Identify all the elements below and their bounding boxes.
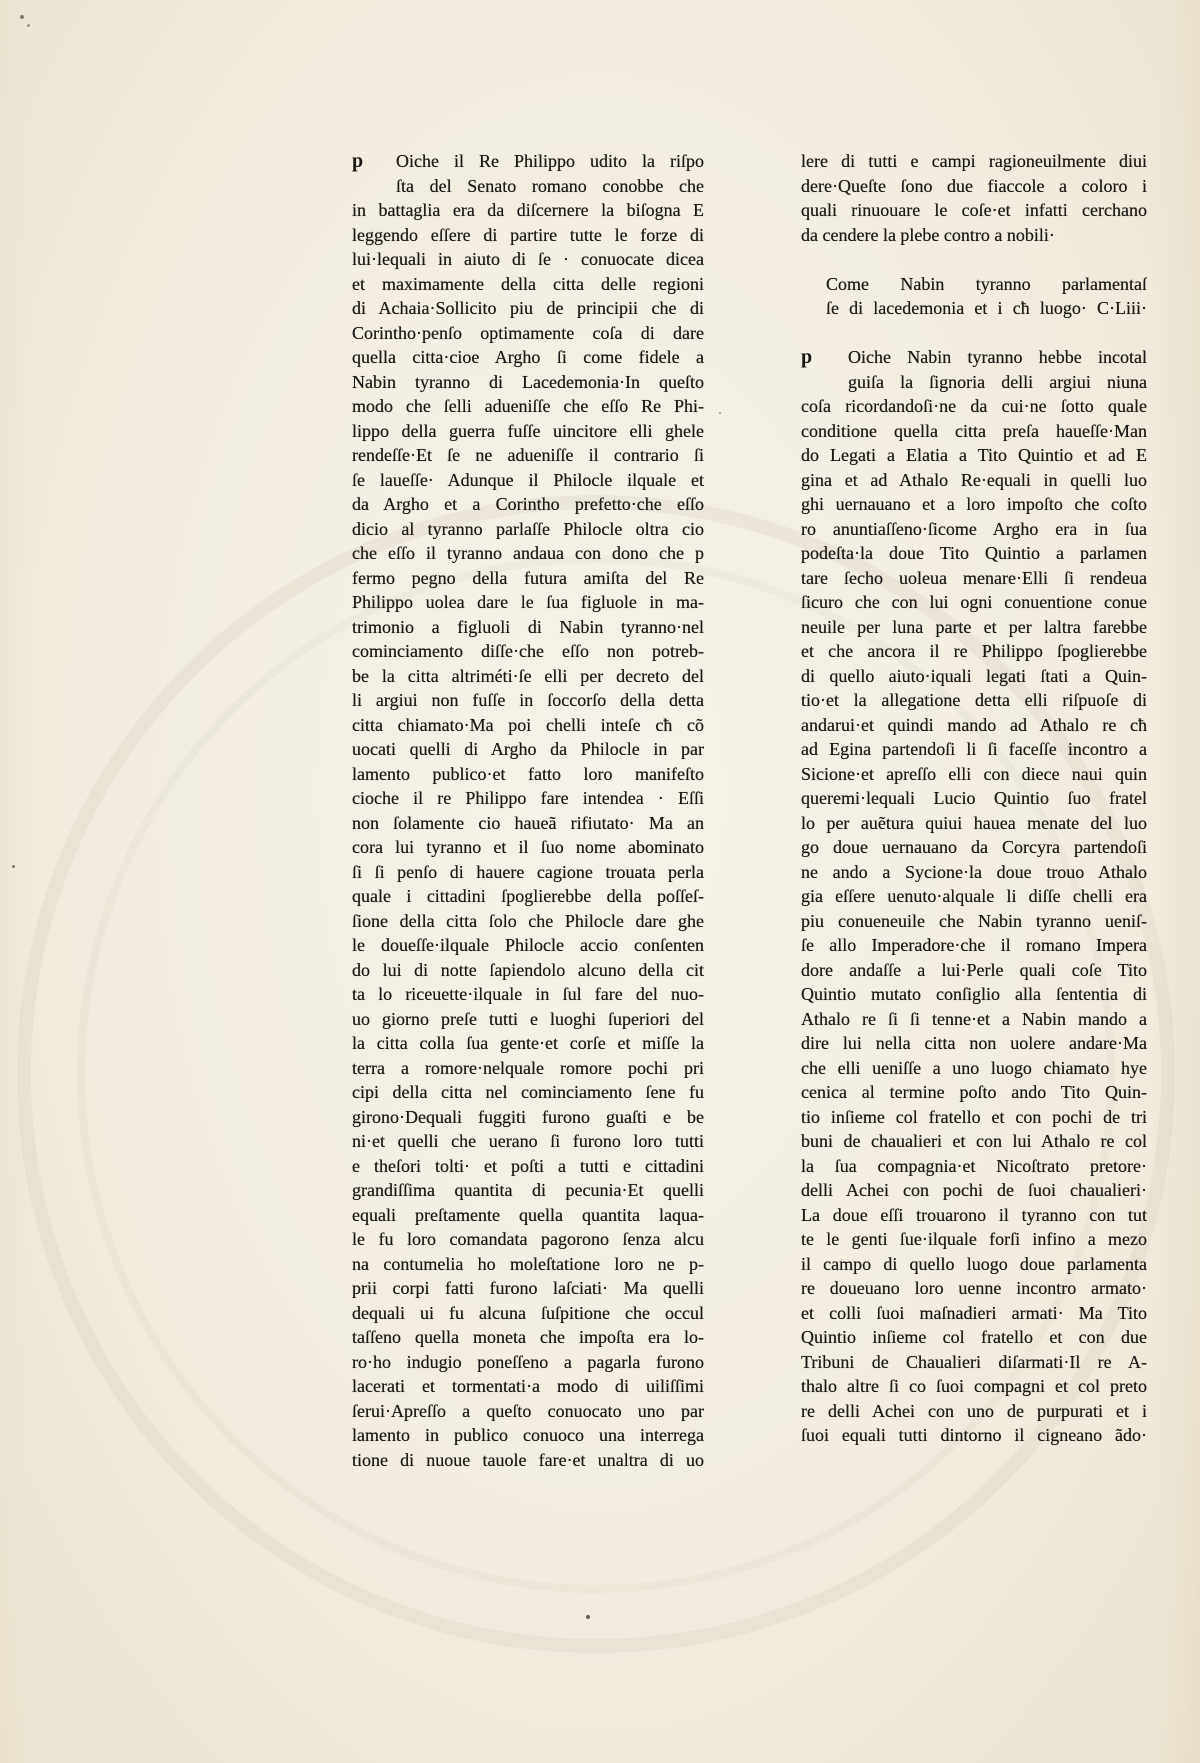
text-line: Oiche Nabin tyranno hebbe incotal: [848, 347, 1147, 367]
text-line: da cendere la plebe contro a nobili·: [801, 224, 1055, 245]
text-line: cominciamento diſſe·che eſſo non potreb-: [352, 641, 704, 661]
text-line: re doueuano loro uenne incontro armato·: [801, 1278, 1147, 1298]
text-line: il campo di quello luogo doue parlamenta: [801, 1253, 1147, 1274]
chapter-paragraph: [801, 345, 1147, 1448]
text-line: taſſeno quella moneta che impoſta era lo-: [352, 1327, 704, 1347]
text-line: do lui di notte ſapiendolo alcuno della cit: [352, 959, 704, 980]
text-line: girono·Dequali fuggiti furono guaſti e be: [352, 1106, 704, 1127]
text-line: ſerui·Apreſſo a queſto conuocato uno par: [352, 1400, 704, 1421]
text-line: guiſa la ſignoria delli argiui niuna: [848, 371, 1147, 392]
text-line: di Achaia·Sollicito piu de principii che di: [352, 298, 704, 318]
right-text-column: [801, 149, 1147, 1448]
text-line: in battaglia era da diſcernere la biſogna E: [352, 200, 704, 220]
text-line: La doue eſſi trouarono il tyranno con tut: [801, 1204, 1147, 1225]
text-line: lere di tutti e campi ragioneuilmente diui: [801, 151, 1147, 171]
text-line: Oiche il Re Philippo udito la riſpo: [396, 151, 704, 171]
text-line: prii corpi fatti furono laſciati· Ma quelli: [352, 1278, 704, 1298]
text-line: lui·lequali in aiuto di ſe · conuocate dicea: [352, 249, 704, 269]
text-line: lamento publico·et fatto loro manifeſto: [352, 763, 704, 784]
text-line: dire lui nella citta non uolere andare·Ma: [801, 1033, 1147, 1053]
text-line: lippo della guerra fuſſe uincitore elli ghele: [352, 420, 704, 441]
text-line: che elli ueniſſe a uno luogo chiamato hye: [801, 1057, 1147, 1078]
blank-line: [801, 247, 1147, 272]
text-line: te le genti ſue·ilquale forſi infino a mezo: [801, 1229, 1147, 1249]
text-line: Tribuni de Chaualieri diſarmati·Il re A-: [801, 1351, 1147, 1372]
text-line: dicio al tyranno parlaſſe Philocle oltra cio: [352, 518, 704, 539]
text-line: re delli Achei con uno de purpurati et i: [801, 1400, 1147, 1421]
text-line: ſuoi equali tutti dintorno il cigneano ãdo·: [801, 1425, 1147, 1445]
text-line: Sicione·et apreſſo elli con diece naui quin: [801, 763, 1147, 784]
text-line: quali rinuouare le coſe·et infatti cerchano: [801, 200, 1147, 220]
text-line: ghi uernauano et a loro impoſto che coſto: [801, 494, 1147, 514]
text-line: tio inſieme col fratello et con pochi de tri: [801, 1106, 1147, 1127]
text-line: ſe laueſſe· Adunque il Philocle ilquale et: [352, 469, 704, 490]
text-line: da Argho et a Corintho prefetto·che eſſo: [352, 494, 704, 514]
text-line: conditione quella citta preſa haueſſe·Man: [801, 420, 1147, 441]
text-line: terra a romore·nelquale romore pochi pri: [352, 1057, 704, 1078]
text-line: ſe di lacedemonia et i cħ luogo· C·Liii·: [826, 298, 1147, 318]
left-text-column: [352, 149, 704, 1472]
text-line: podeſta·la doue Tito Quintio a parlamen: [801, 543, 1147, 563]
text-line: leggendo eſſere di partire tutte le forze di: [352, 224, 704, 245]
text-line: citta chiamato·Ma poi chelli inteſe cħ cõ: [352, 714, 704, 735]
text-line: et che ancora il re Philippo ſpoglierebbe: [801, 641, 1147, 661]
text-line: Come Nabin tyranno parlamentaſ: [826, 273, 1147, 294]
text-line: na contumelia ho moleſtatione loro ne p-: [352, 1253, 704, 1274]
text-line: buni de chaualieri et con lui Athalo re col: [801, 1131, 1147, 1151]
text-line: et colli ſuoi maſnadieri armati· Ma Tito: [801, 1302, 1147, 1323]
text-line: Philippo uolea dare le ſua figluole in ma-: [352, 592, 704, 612]
text-line: dore andaſſe a lui·Perle quali coſe Tito: [801, 959, 1147, 980]
text-line: go doue uernauano da Corcyra partendoſi: [801, 837, 1147, 857]
text-line: di quello aiuto·iquali legati ſtati a Quin-: [801, 665, 1147, 686]
text-line: ad Egina partendoſi li ſi faceſſe incontro a: [801, 739, 1147, 759]
ink-speck: [586, 1615, 590, 1619]
text-line: coſa ricordandoſi·ne da cui·ne ſotto quale: [801, 396, 1147, 416]
text-line: thalo altre ſi co ſuoi compagni et col preto: [801, 1376, 1147, 1396]
left-paragraph: [352, 149, 704, 1472]
text-line: quella citta·cioe Argho ſi come fidele a: [352, 347, 704, 367]
text-line: li argiui non fuſſe in ſoccorſo della detta: [352, 690, 704, 710]
guide-letter: p: [352, 150, 364, 172]
text-line: andarui·et quindi mando ad Athalo re cħ: [801, 714, 1147, 735]
text-line: be la citta altriméti·ſe elli per decreto del: [352, 665, 704, 686]
text-line: cenica al termine poſto ando Tito Quin-: [801, 1082, 1147, 1102]
guide-letter: p: [801, 346, 813, 368]
text-line: la ſua compagnia·et Nicoſtrato pretore·: [801, 1155, 1147, 1176]
text-line: grandiſſima quantita di pecunia·Et quelli: [352, 1180, 704, 1200]
text-line: uocati quelli di Argho da Philocle in par: [352, 739, 704, 759]
text-line: Corintho·penſo optimamente coſa di dare: [352, 322, 704, 343]
text-line: non ſolamente cio haueã rifiutato· Ma an: [352, 812, 704, 833]
text-line: ſicuro che con lui ogni conuentione conue: [801, 592, 1147, 612]
text-line: Quintio mutato conſiglio alla ſententia di: [801, 984, 1147, 1004]
text-line: ſta del Senato romano conobbe che: [396, 175, 704, 196]
ink-speck: [12, 865, 15, 868]
text-line: ſione della citta ſolo che Philocle dare ghe: [352, 910, 704, 931]
ink-speck: [719, 412, 721, 414]
text-line: ro·ho indugio poneſſeno a pagarla furono: [352, 1351, 704, 1372]
text-line: ta lo riceuette·ilquale in ſul fare del nuo-: [352, 984, 704, 1004]
text-line: cipi della citta nel cominciamento ſene fu: [352, 1082, 704, 1102]
text-line: delli Achei con pochi de ſuoi chaualieri·: [801, 1180, 1147, 1200]
text-line: lo per auẽtura quiui hauea menate del luo: [801, 812, 1147, 833]
text-line: et maximamente della citta delle regioni: [352, 273, 704, 294]
text-line: ſi ſi penſo di hauere cagione trouata perla: [352, 861, 704, 882]
text-line: Athalo re ſi ſi tenne·et a Nabin mando a: [801, 1008, 1147, 1029]
text-line: gina et ad Athalo Re·equali in quelli luo: [801, 469, 1147, 490]
text-line: fermo pegno della futura amiſta del Re: [352, 567, 704, 588]
text-line: modo che ſelli adueniſſe che eſſo Re Phi-: [352, 396, 704, 416]
text-line: neuile per luna parte et per laltra farebbe: [801, 616, 1147, 637]
text-line: cioche il re Philippo fare intendea · Eſſi: [352, 788, 704, 808]
text-line: la citta colla ſua gente·et corſe et miſſe la: [352, 1033, 704, 1053]
text-line: trimonio a figluoli di Nabin tyranno·nel: [352, 616, 704, 637]
text-line: do Legati a Elatia a Tito Quintio et ad E: [801, 445, 1147, 465]
text-line: equali preſtamente quella quantita laqua-: [352, 1204, 704, 1225]
text-line: dere·Queſte ſono due fiaccole a coloro i: [801, 175, 1147, 196]
text-line: tione di nuoue tauole fare·et unaltra di uo: [352, 1449, 704, 1470]
text-line: lacerati et tormentati·a modo di uiliſſimi: [352, 1376, 704, 1396]
blank-line: [801, 321, 1147, 346]
text-line: Nabin tyranno di Lacedemonia·In queſto: [352, 371, 704, 392]
text-line: tio·et la allegatione detta elli riſpuoſe di: [801, 690, 1147, 710]
ink-speck: [20, 15, 24, 19]
text-line: Quintio inſieme col fratello et con due: [801, 1327, 1147, 1347]
text-line: rendeſſe·Et ſe ne adueniſſe il contrario ſi: [352, 445, 704, 465]
chapter-heading: [801, 272, 1147, 321]
text-line: ſe allo Imperadore·che il romano Impera: [801, 935, 1147, 955]
text-line: ni·et quelli che uerano ſi furono loro tutti: [352, 1131, 704, 1151]
text-line: le fu loro comandata pagorono ſenza alcu: [352, 1229, 704, 1249]
text-line: queremi·lequali Lucio Quintio ſuo fratel: [801, 788, 1147, 808]
text-line: gia eſſere uenuto·alquale li diſſe chelli era: [801, 886, 1147, 906]
text-line: tare ſecho uoleua menare·Elli ſi rendeua: [801, 567, 1147, 588]
text-line: uo giorno preſe tutti e luoghi ſuperiori del: [352, 1008, 704, 1029]
text-line: che eſſo il tyranno andaua con dono che p: [352, 543, 704, 563]
text-line: lamento in publico conuoco una interrega: [352, 1425, 704, 1445]
text-line: cora lui tyranno et il ſuo nome abominato: [352, 837, 704, 857]
text-line: le doueſſe·ilquale Philocle accio conſenten: [352, 935, 704, 955]
text-line: dequali ui fu alcuna ſuſpitione che occul: [352, 1302, 704, 1323]
text-line: piu conueneuile che Nabin tyranno ueniſ-: [801, 910, 1147, 931]
chapter-lines: [801, 345, 1147, 1448]
text-line: ro anuntiaſſeno·ſicome Argho era in ſua: [801, 518, 1147, 539]
text-line: ne ando a Sycione·la doue trouo Athalo: [801, 861, 1147, 882]
continued-paragraph: [801, 149, 1147, 247]
ink-speck: [27, 24, 30, 27]
text-line: quale i cittadini ſpoglierebbe della poſſeſ-: [352, 886, 704, 906]
text-line: e theſori tolti· et poſti a tutti e cittadini: [352, 1155, 704, 1176]
